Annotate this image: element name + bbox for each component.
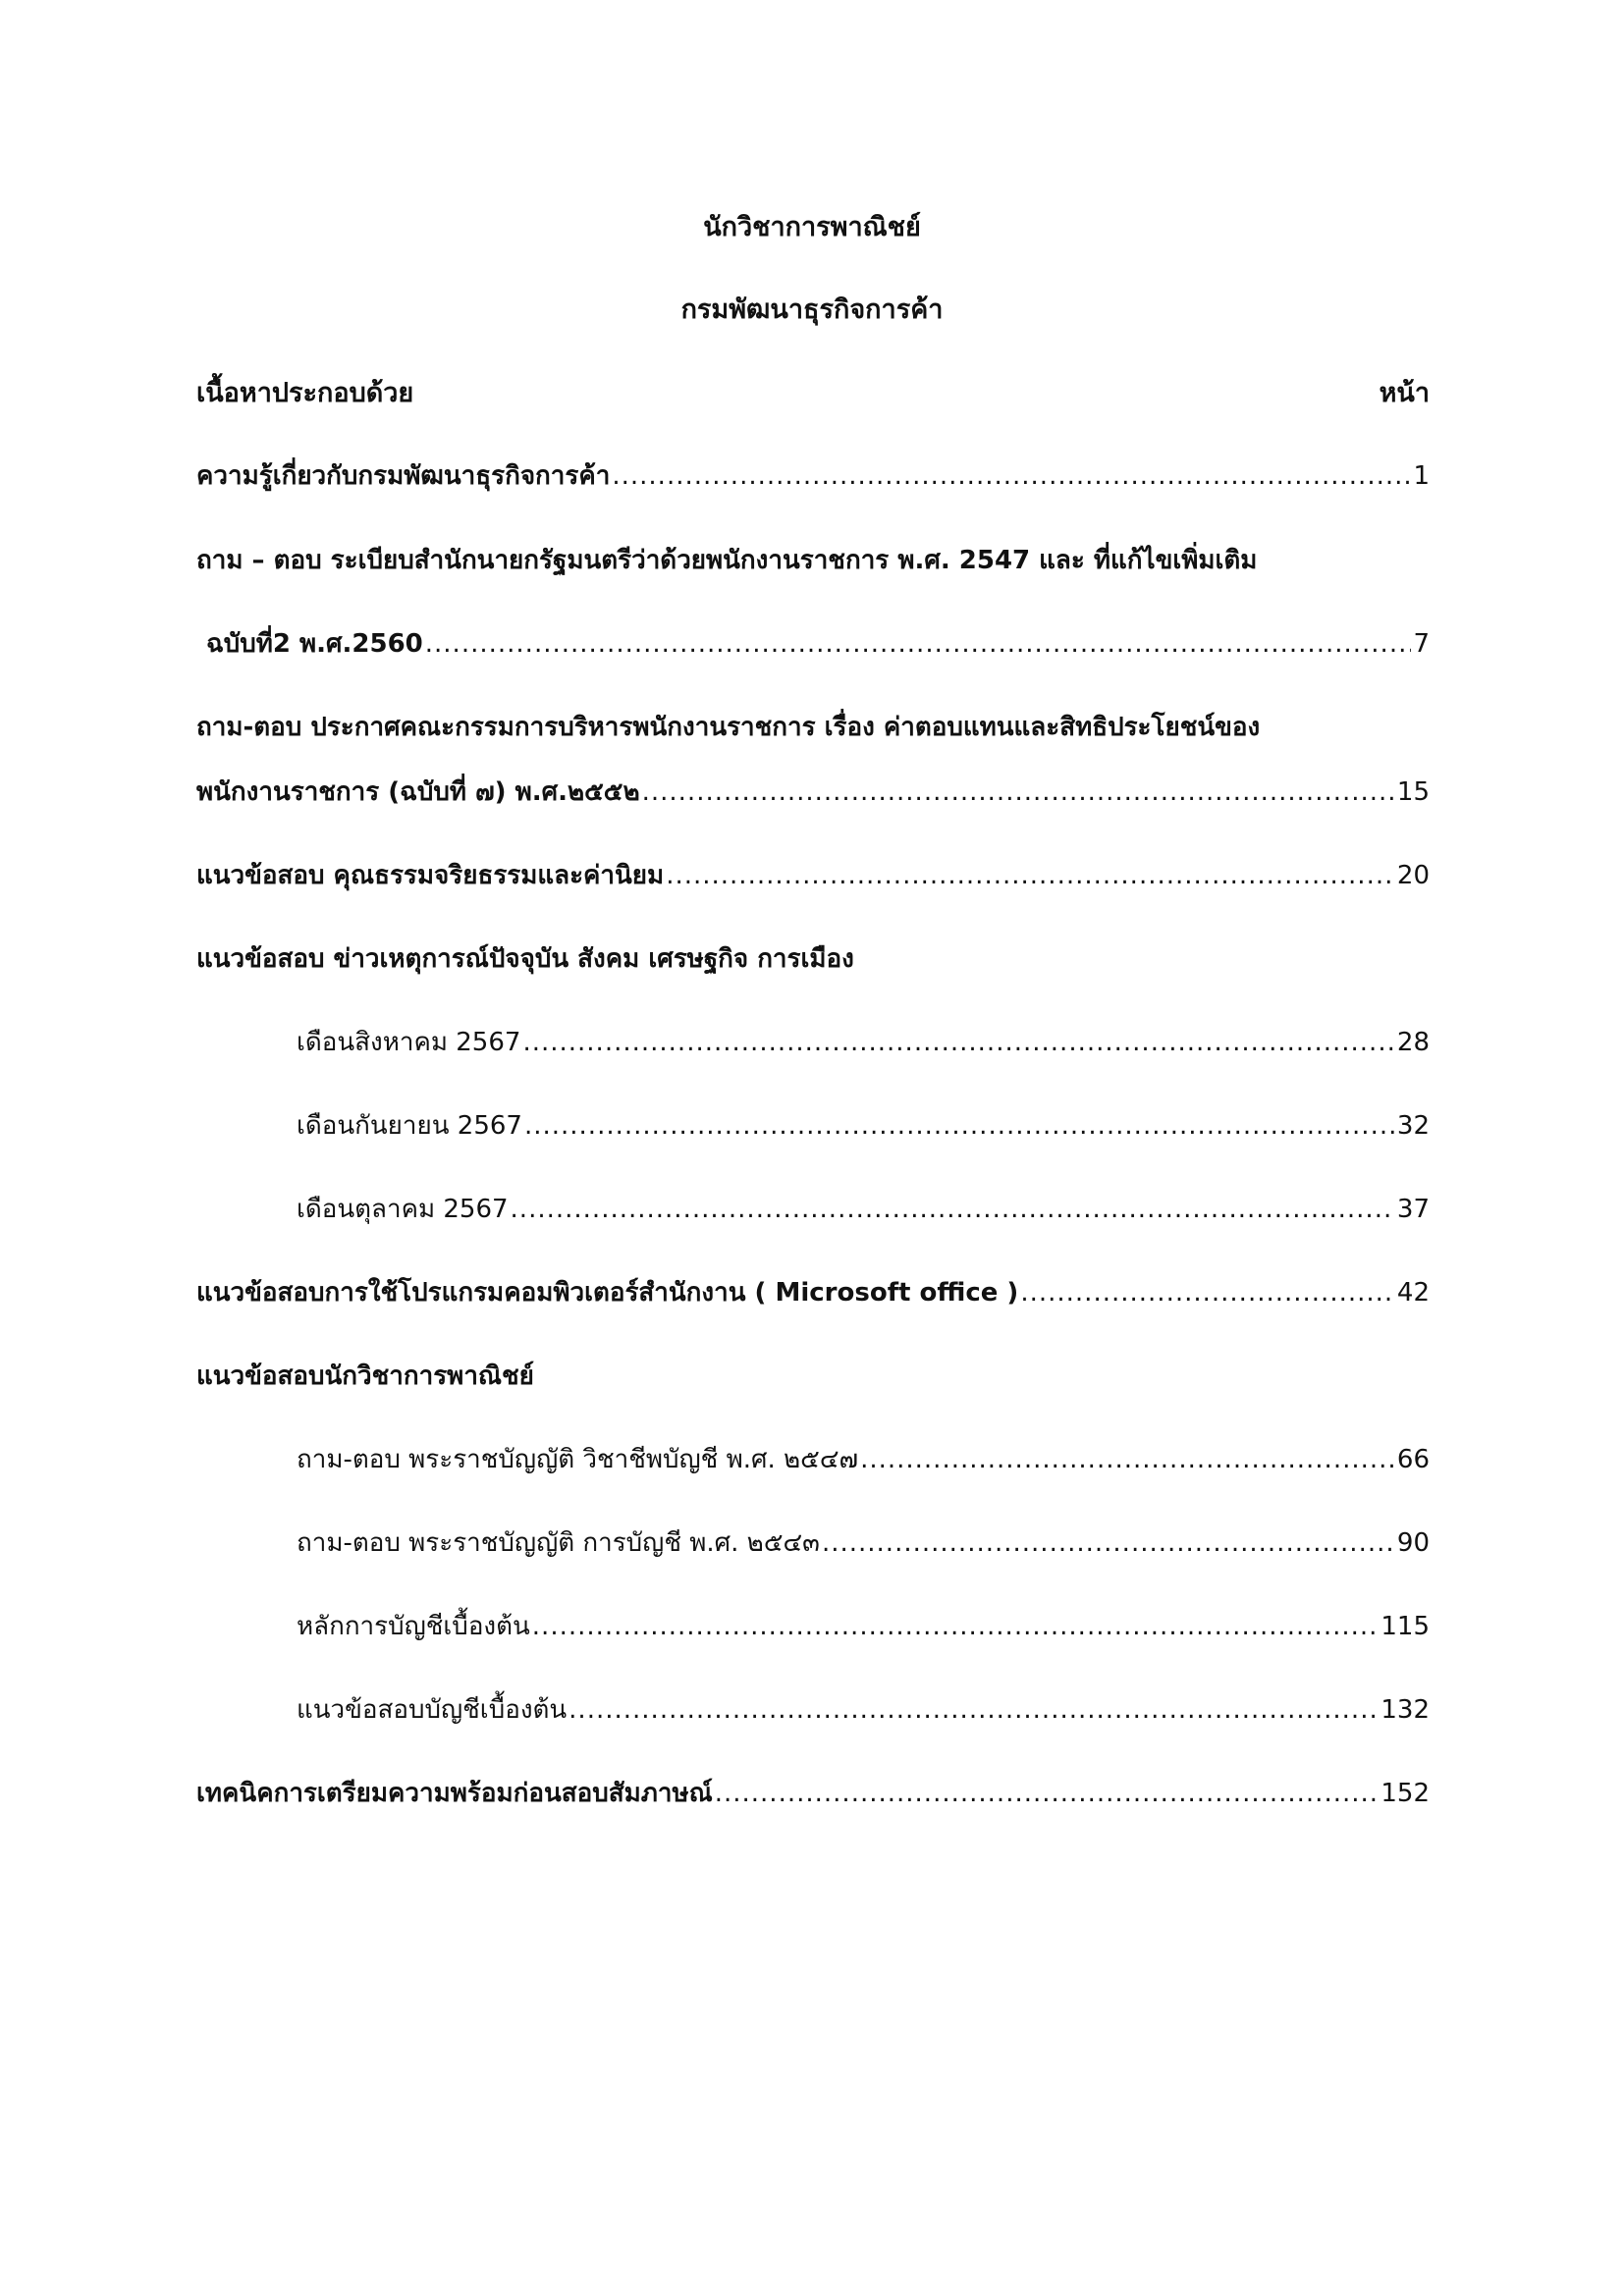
toc-entry-page: 7 (1413, 629, 1430, 659)
toc-leader-dots (511, 1192, 1395, 1227)
toc-subentry (297, 1192, 1430, 1227)
document-subtitle: กรมพัฒนาธุรกิจการค้า (680, 294, 944, 325)
toc-subentry (297, 1108, 1430, 1144)
toc-entry-title: ถาม-ตอบ พระราชบัญญัติ วิชาชีพบัญชี พ.ศ. ๒๕๔๗ (297, 1445, 859, 1474)
toc-subentry (297, 1442, 1430, 1477)
toc-leader-dots (568, 1692, 1379, 1728)
toc-section-heading: แนวข้อสอบนักวิชาการพาณิชย์ (196, 1362, 534, 1391)
toc-leader-dots (1020, 1275, 1395, 1310)
toc-entry-page: 37 (1396, 1195, 1430, 1224)
toc-entry-page: 1 (1413, 461, 1430, 491)
toc-leader-dots (715, 1776, 1380, 1811)
toc-entry-title: แนวข้อสอบบัญชีเบื้องต้น (297, 1695, 568, 1725)
toc-entry-page: 42 (1396, 1278, 1430, 1308)
toc-leader-dots (612, 458, 1411, 494)
toc-leader-dots (642, 774, 1395, 810)
toc-entry (196, 1776, 1430, 1811)
toc-leader-dots (860, 1442, 1395, 1477)
toc-entry-title: เดือนตุลาคม 2567 (297, 1195, 509, 1224)
toc-entry-heading: ถาม-ตอบ ประกาศคณะกรรมการบริหารพนักงานราชการ เรื่อง ค่าตอบแทนและสิทธิประโยชน์ของ (196, 713, 1261, 742)
document-title: นักวิชาการพาณิชย์ (703, 212, 921, 242)
toc-entry-page: 152 (1380, 1779, 1430, 1808)
toc-entry-title: ความรู้เกี่ยวกับกรมพัฒนาธุรกิจการค้า (196, 461, 611, 491)
toc-entry-page: 132 (1380, 1695, 1430, 1725)
toc-entry-title: เทคนิคการเตรียมความพร้อมก่อนสอบสัมภาษณ์ (196, 1779, 713, 1808)
toc-entry-page: 90 (1396, 1528, 1430, 1558)
toc-subentry (297, 1025, 1430, 1060)
toc-leader-dots (522, 1025, 1394, 1060)
toc-leader-dots (532, 1609, 1380, 1644)
toc-entry-page: 28 (1396, 1028, 1430, 1057)
toc-entry-page: 66 (1396, 1445, 1430, 1474)
toc-entry (206, 626, 1430, 662)
toc-entry-title: แนวข้อสอบการใช้โปรแกรมคอมพิวเตอร์สำนักงาน ( Microsoft office ) (196, 1278, 1019, 1308)
toc-entry (196, 458, 1430, 494)
toc-entry-page: 32 (1396, 1111, 1430, 1141)
toc-entry (196, 774, 1430, 810)
toc-leader-dots (524, 1108, 1395, 1144)
toc-entry-title: แนวข้อสอบ คุณธรรมจริยธรรมและค่านิยม (196, 861, 665, 890)
toc-leader-dots (425, 626, 1412, 662)
toc-entry-page: 20 (1396, 861, 1430, 890)
toc-entry-heading: ถาม – ตอบ ระเบียบสำนักนายกรัฐมนตรีว่าด้วยพนักงานราชการ พ.ศ. 2547 และ ที่แก้ไขเพิ่มเติม (196, 546, 1258, 575)
contents-label: เนื้อหาประกอบด้วย (196, 378, 414, 408)
toc-section-heading: แนวข้อสอบ ข่าวเหตุการณ์ปัจจุบัน สังคม เศรษฐกิจ การเมือง (196, 944, 854, 974)
toc-entry-title: ฉบับที่2 พ.ศ.2560 (206, 629, 423, 659)
toc-entry-page: 115 (1380, 1612, 1430, 1641)
toc-header (196, 376, 1430, 411)
toc-subentry (297, 1525, 1430, 1561)
toc-leader-dots (822, 1525, 1395, 1561)
toc-leader-dots (666, 858, 1395, 893)
toc-entry-title: เดือนสิงหาคม 2567 (297, 1028, 521, 1057)
toc-entry-title: ถาม-ตอบ พระราชบัญญัติ การบัญชี พ.ศ. ๒๕๔๓ (297, 1528, 820, 1558)
toc-entry (196, 858, 1430, 893)
page-column-label: หน้า (1379, 378, 1430, 408)
toc-entry (196, 1275, 1430, 1310)
toc-entry-title: หลักการบัญชีเบื้องต้น (297, 1612, 530, 1641)
toc-entry-title: พนักงานราชการ (ฉบับที่ ๗) พ.ศ.๒๕๕๒ (196, 777, 640, 807)
toc-entry-page: 15 (1396, 777, 1430, 807)
toc-entry-title: เดือนกันยายน 2567 (297, 1111, 522, 1141)
toc-subentry (297, 1692, 1430, 1728)
toc-subentry (297, 1609, 1430, 1644)
